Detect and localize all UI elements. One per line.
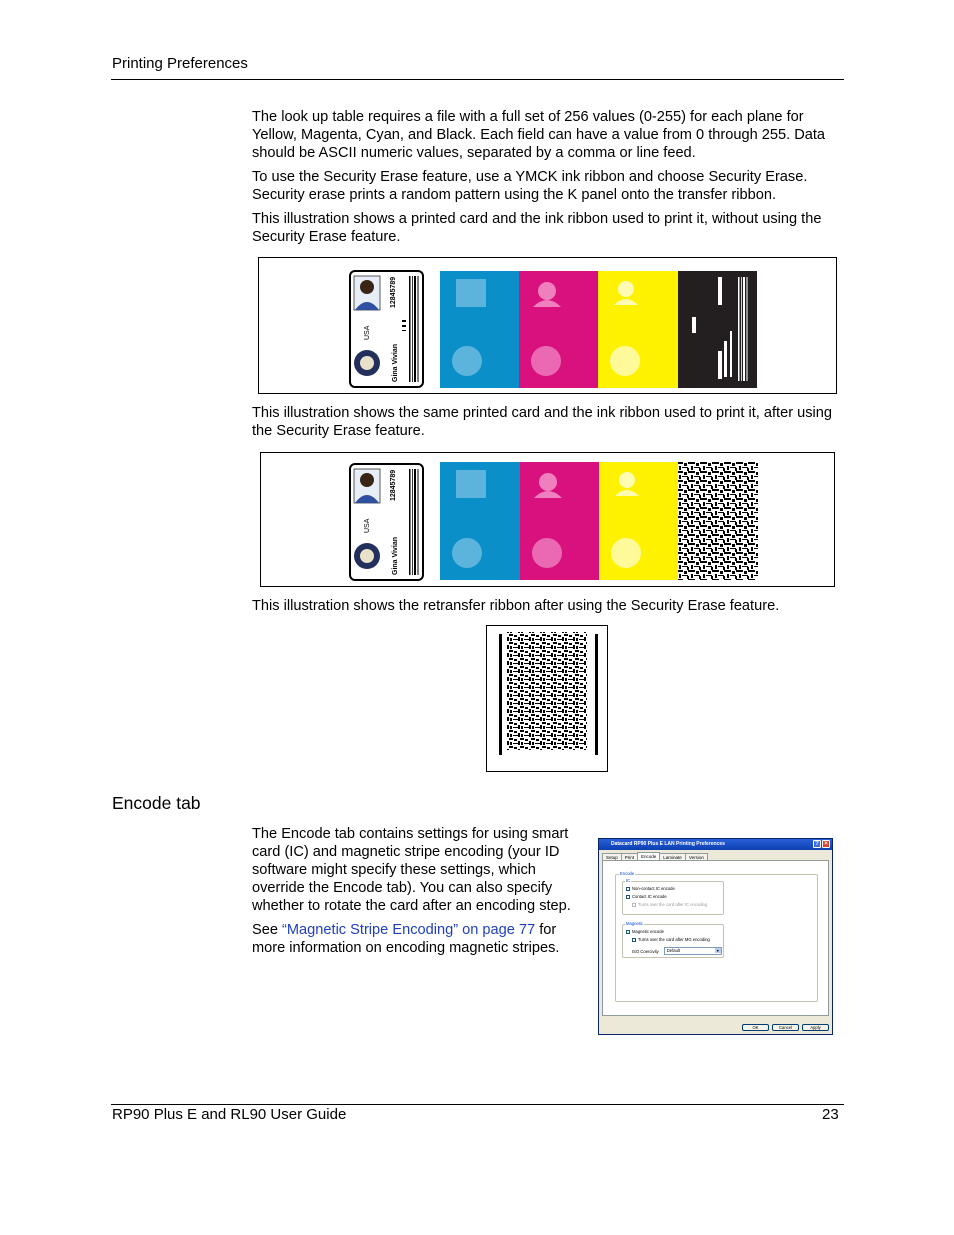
- chevron-down-icon[interactable]: ▾: [716, 948, 719, 953]
- cyan-panel-pattern: [440, 271, 520, 388]
- card-number-2: 12845789: [390, 469, 397, 501]
- tab-version[interactable]: Version: [685, 853, 708, 861]
- yellow-panel-2-pattern: [599, 462, 679, 580]
- yellow-panel-pattern: [598, 271, 678, 388]
- contact-ic-checkbox[interactable]: [626, 895, 630, 899]
- card-name: Gina Vivian: [392, 344, 399, 382]
- paragraph-security-erase: To use the Security Erase feature, use a YMCK ink ribbon and choose Security Erase. Security erase prints a random pattern using the K panel onto the transfer ribbon.: [252, 169, 808, 203]
- ic-turn-over-option[interactable]: [632, 902, 707, 907]
- apply-button[interactable]: Apply: [802, 1024, 829, 1031]
- paragraph-lookup-table: The look up table requires a file with a full set of 256 values (0-255) for each plane for Yellow, Magenta, Cyan, and Black. Each field can have a value from 0 through 255. Data should be ASCII numeric values, separated by a comma or line feed.: [252, 109, 826, 161]
- footer-rule: [111, 1104, 844, 1105]
- contact-ic-option[interactable]: [626, 894, 667, 899]
- mg-turn-over-label: Turns over the card after MG encoding: [638, 937, 710, 942]
- cyan-panel: [440, 271, 520, 388]
- non-contact-ic-checkbox[interactable]: [626, 887, 630, 891]
- yellow-panel: [598, 271, 678, 388]
- black-panel-pattern: [678, 271, 757, 388]
- card-country: USA: [364, 325, 371, 340]
- close-icon[interactable]: ×: [822, 840, 830, 848]
- ic-turn-over-checkbox[interactable]: [632, 903, 636, 907]
- magnetic-group-label: Magnetic: [626, 921, 643, 926]
- see-suffix: for more information on encoding magnetic stripes.: [252, 922, 560, 956]
- magnetic-stripe-encoding-link[interactable]: “Magnetic Stripe Encoding” on page 77: [282, 922, 536, 938]
- black-panel: [678, 271, 757, 388]
- non-contact-ic-option[interactable]: [626, 886, 675, 891]
- paragraph-retransfer: This illustration shows the retransfer ribbon after using the Security Erase feature.: [252, 598, 780, 614]
- mg-turn-over-option[interactable]: [632, 937, 710, 942]
- cyan-panel-2-pattern: [440, 462, 520, 580]
- cancel-button[interactable]: Cancel: [772, 1024, 799, 1031]
- magenta-panel: [519, 271, 599, 388]
- dialog-title-bar: [599, 839, 832, 850]
- contact-ic-label: Contact IC encode: [632, 894, 667, 899]
- mg-turn-over-checkbox[interactable]: [632, 938, 636, 942]
- tab-print[interactable]: Print: [621, 853, 638, 861]
- see-prefix: See: [252, 922, 283, 938]
- printed-card: [349, 270, 424, 388]
- page-number: 23: [822, 1106, 839, 1123]
- paragraph-encode-tab: The Encode tab contains settings for using smart card (IC) and magnetic stripe encoding (your ID software might specify these settings, which override the Encode tab). You can also specify whether to rotate the card after an encoding step.: [252, 826, 571, 914]
- iso-coercivity-row: [632, 947, 722, 955]
- header-rule: [111, 79, 844, 80]
- tab-encode[interactable]: Encode: [637, 852, 660, 861]
- section-heading-encode-tab: Encode tab: [112, 793, 201, 813]
- footer-guide-title: RP90 Plus E and RL90 User Guide: [112, 1106, 347, 1123]
- iso-coercivity-value: Default: [666, 948, 681, 953]
- iso-coercivity-select[interactable]: [664, 947, 722, 955]
- printed-card-2: [349, 463, 424, 581]
- ic-group-label: IC: [626, 878, 631, 883]
- security-erase-black-panel: [678, 462, 758, 580]
- yellow-panel-2: [599, 462, 679, 580]
- illustration-before-erase: [258, 257, 837, 394]
- magenta-panel-2-pattern: [520, 462, 600, 580]
- paragraph-see-also: [252, 921, 582, 957]
- illustration-retransfer: [486, 625, 608, 772]
- running-header: Printing Preferences: [112, 55, 248, 72]
- encode-group-label: Encode: [620, 871, 635, 876]
- tab-setup[interactable]: Setup: [602, 853, 622, 861]
- ic-turn-over-label: Turns over the card after IC encoding: [638, 902, 708, 907]
- tab-laminate[interactable]: Laminate: [659, 853, 686, 861]
- paragraph-illustration-before: This illustration shows a printed card and the ink ribbon used to print it, without using the Security Erase feature.: [252, 211, 822, 245]
- magnetic-encode-label: Magnetic encode: [632, 929, 664, 934]
- card-country-2: USA: [364, 518, 371, 533]
- paragraph-illustration-after: This illustration shows the same printed card and the ink ribbon used to print it, after using the Security Erase feature.: [252, 405, 833, 439]
- dialog-title: Datacard RP90 Plus E LAN Printing Preferences: [611, 841, 725, 847]
- cyan-panel-2: [440, 462, 520, 580]
- non-contact-ic-label: Non-contact IC encode: [632, 886, 675, 891]
- magnetic-encode-checkbox[interactable]: ✓: [627, 929, 631, 935]
- iso-coercivity-label: ISO Coercivity: [632, 948, 659, 954]
- ok-button[interactable]: OK: [742, 1024, 769, 1031]
- magenta-panel-pattern: [519, 271, 599, 388]
- help-icon[interactable]: ?: [813, 840, 821, 848]
- printing-preferences-dialog: [598, 838, 833, 1035]
- dialog-button-row: [742, 1024, 829, 1031]
- encode-tab-page: [602, 860, 829, 1016]
- card-name-2: Gina Vivian: [392, 537, 399, 575]
- illustration-after-erase: [260, 452, 835, 587]
- magenta-panel-2: [520, 462, 600, 580]
- card-number: 12845789: [390, 276, 397, 308]
- retransfer-ribbon: [487, 626, 606, 770]
- magnetic-encode-option[interactable]: [626, 929, 664, 934]
